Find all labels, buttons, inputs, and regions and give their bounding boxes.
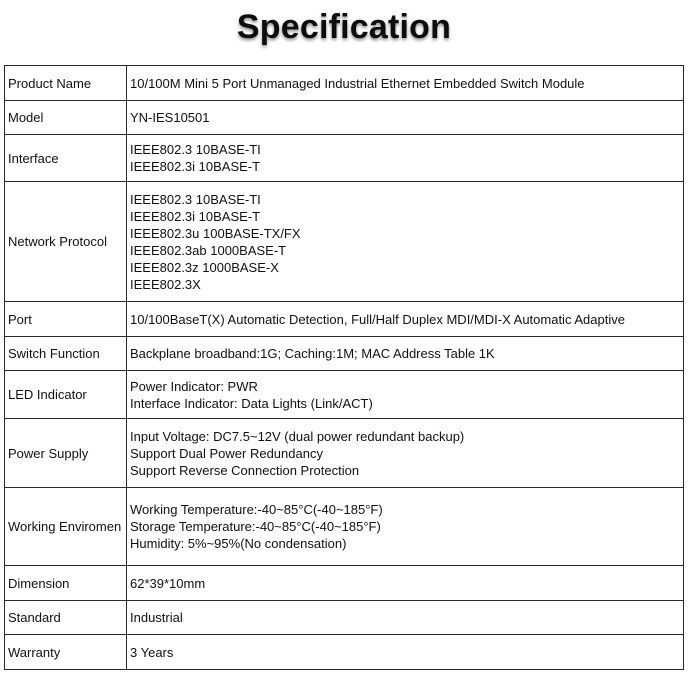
row-value: [127, 371, 684, 419]
value-line: Support Reverse Connection Protection: [130, 462, 360, 478]
table-row: [5, 371, 684, 419]
row-value: [127, 635, 684, 670]
row-value: [127, 66, 684, 101]
row-label: Network Protocol: [5, 182, 127, 302]
row-label: Standard: [5, 601, 127, 635]
table-row: [5, 302, 684, 337]
value-line: IEEE802.3i 10BASE-T: [130, 208, 261, 224]
value-line: Industrial: [130, 610, 183, 625]
value-line: IEEE802.3z 1000BASE-X: [130, 259, 279, 275]
table-row: [5, 566, 684, 601]
row-label: Dimension: [5, 566, 127, 601]
row-value: [127, 337, 684, 371]
row-value: [127, 101, 684, 135]
value-line: IEEE802.3u 100BASE-TX/FX: [130, 225, 301, 241]
table-row: [5, 601, 684, 635]
row-label: Model: [5, 101, 127, 135]
value-line: IEEE802.3 10BASE-TI: [130, 191, 261, 207]
specification-table: [4, 65, 684, 670]
table-row: [5, 635, 684, 670]
row-value: [127, 566, 684, 601]
row-label: LED Indicator: [5, 371, 127, 419]
table-row: [5, 182, 684, 302]
table-row: [5, 419, 684, 488]
table-row: [5, 135, 684, 182]
row-label: Port: [5, 302, 127, 337]
row-value: [127, 488, 684, 566]
table-row: [5, 337, 684, 371]
value-line: Interface Indicator: Data Lights (Link/ACT): [130, 395, 373, 411]
table-row: [5, 488, 684, 566]
table-row: [5, 66, 684, 101]
row-value: [127, 419, 684, 488]
row-value: [127, 182, 684, 302]
value-line: 10/100M Mini 5 Port Unmanaged Industrial Ethernet Embedded Switch Module: [130, 75, 585, 91]
row-value: [127, 601, 684, 635]
value-line: Support Dual Power Redundancy: [130, 445, 323, 461]
value-line: Humidity: 5%~95%(No condensation): [130, 536, 347, 551]
row-label: Interface: [5, 135, 127, 182]
value-line: 62*39*10mm: [130, 575, 206, 591]
value-line: IEEE802.3i 10BASE-T: [130, 159, 261, 174]
row-value: [127, 135, 684, 182]
value-line: YN-IES10501: [130, 110, 210, 125]
value-line: IEEE802.3X: [130, 276, 201, 292]
value-line: 10/100BaseT(X) Automatic Detection, Full/Half Duplex MDI/MDI-X Automatic Adaptive: [130, 311, 625, 327]
row-value: [127, 302, 684, 337]
row-label: Switch Function: [5, 337, 127, 371]
value-line: IEEE802.3ab 1000BASE-T: [130, 242, 287, 258]
value-line: 3 Years: [130, 644, 174, 660]
row-label: Product Name: [5, 66, 127, 101]
value-line: Working Temperature:-40~85°C(-40~185°F): [130, 502, 383, 517]
row-label: Warranty: [5, 635, 127, 670]
value-line: Backplane broadband:1G; Caching:1M; MAC Address Table 1K: [130, 346, 495, 361]
page-title: Specification: [236, 8, 452, 46]
value-line: Power Indicator: PWR: [130, 378, 258, 394]
row-label: Power Supply: [5, 419, 127, 488]
row-label: Working Enviromen: [5, 488, 127, 566]
value-line: Input Voltage: DC7.5~12V (dual power redundant backup): [130, 428, 465, 444]
value-line: Storage Temperature:-40~85°C(-40~185°F): [130, 519, 381, 534]
table-row: [5, 101, 684, 135]
value-line: IEEE802.3 10BASE-TI: [130, 142, 261, 157]
